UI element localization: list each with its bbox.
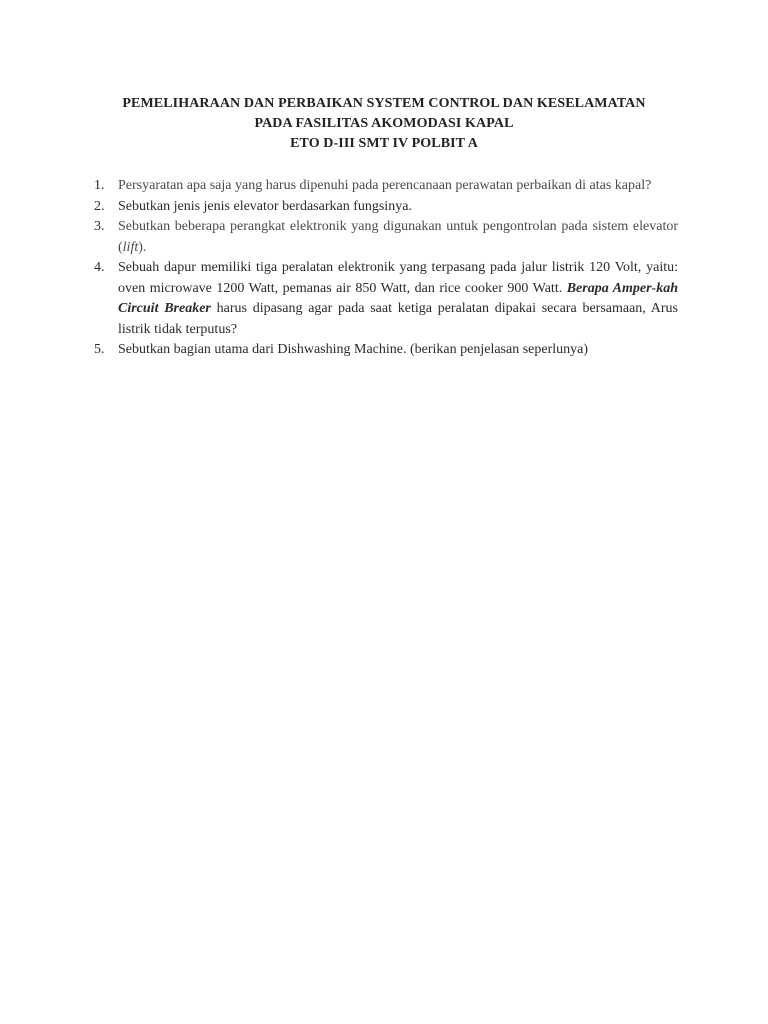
question-text-start: Sebutkan beberapa perangkat elektronik yang digunakan untuk pengontrolan pada sistem elevator ( [118,219,678,255]
question-number: 4. [94,260,105,275]
question-text: Persyaratan apa saja yang harus dipenuhi pada perencanaan perawatan perbaikan di atas kapal? [118,178,652,193]
question-item-4 [94,258,678,340]
question-text-start: Sebuah dapur memiliki tiga peralatan elektronik yang terpasang pada jalur listrik 120 Volt, yaitu: oven microwave 1200 Watt, pemanas air 850 Watt, dan rice cooker 900 Watt. [118,260,678,296]
question-text [118,258,678,340]
question-text [118,217,678,258]
question-text: Sebutkan bagian utama dari Dishwashing Machine. (berikan penjelasan seperlunya) [118,342,589,357]
question-number: 2. [94,198,105,214]
question-text-end: harus dipasang agar pada saat ketiga peralatan dipakai secara bersamaan, Arus listrik tidak terputus? [118,301,678,337]
question-list [94,176,678,361]
question-item-2 [94,197,678,218]
question-text: Sebutkan jenis jenis elevator berdasarkan fungsinya. [118,198,412,214]
question-text-end: ). [138,239,147,255]
title-line-3: ETO D-III SMT IV POLBIT A [290,136,478,151]
question-text-italic: lift [122,239,139,255]
question-item-5 [94,340,678,361]
title-line-2: PADA FASILITAS AKOMODASI KAPAL [254,116,514,131]
question-number: 3. [94,219,105,234]
question-text-emphasis: Berapa Amper-kah Circuit Breaker [118,280,679,316]
document-title [90,94,678,154]
question-number: 1. [94,178,105,193]
question-item-3 [94,217,678,258]
question-item-1 [94,176,678,197]
title-line-1: PEMELIHARAAN DAN PERBAIKAN SYSTEM CONTROL DAN KESELAMATAN [122,96,646,111]
question-number: 5. [94,342,105,357]
